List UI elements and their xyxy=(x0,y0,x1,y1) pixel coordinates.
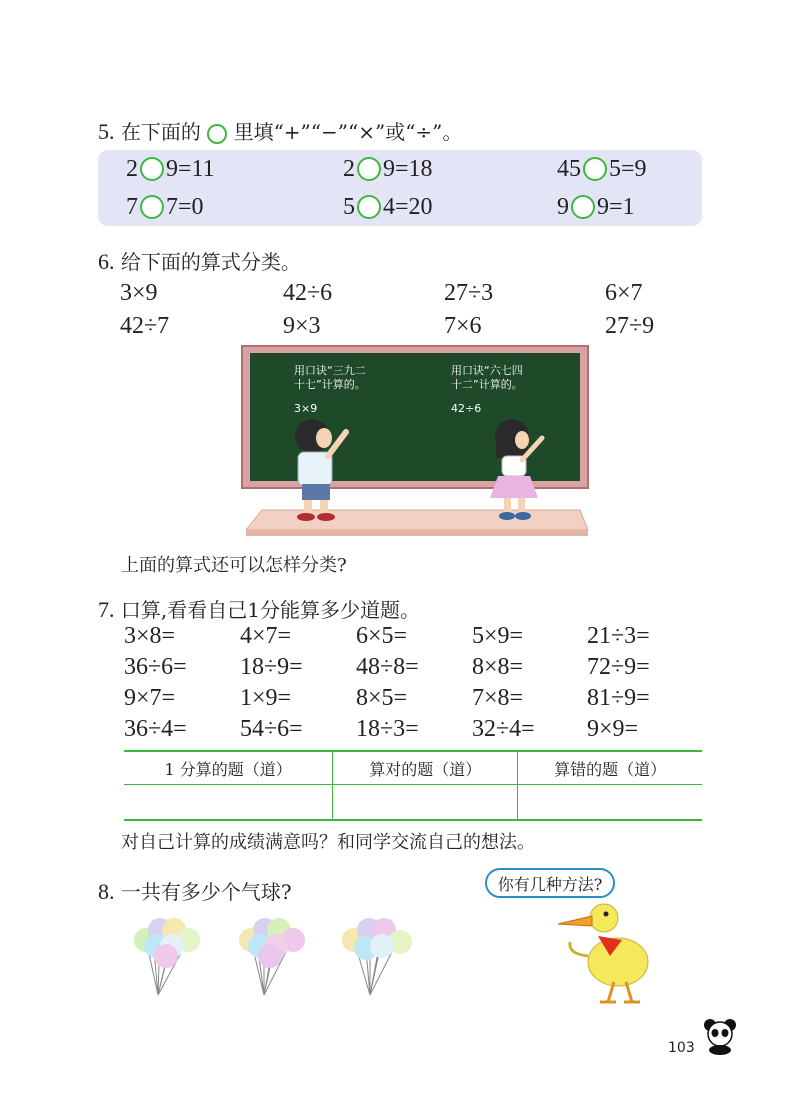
platform xyxy=(246,510,588,530)
q7-text: 口算,看看自己1分能算多少道题。 xyxy=(120,598,420,622)
q7-reflection: 对自己计算的成绩满意吗？和同学交流自己的想法。 xyxy=(121,832,535,853)
blackboard-illustration xyxy=(240,344,590,540)
q8-text: 一共有多少个气球? xyxy=(120,880,292,904)
q5-eq-1 xyxy=(126,156,215,183)
balloon-bunch-icon xyxy=(239,918,305,968)
calc-2-3: 48÷8= xyxy=(356,654,419,680)
bird-icon xyxy=(548,896,660,1008)
q8-title xyxy=(98,876,292,905)
balloon-bunch-icon xyxy=(134,918,200,968)
calc-3-4: 7×8= xyxy=(472,685,524,711)
q5-eq-4 xyxy=(126,194,204,221)
q5-eq-6 xyxy=(557,194,635,221)
eq-result: 4=20 xyxy=(383,194,433,220)
q5-eq-5 xyxy=(343,194,433,221)
q6-expr-1: 3×9 xyxy=(120,280,158,306)
calc-4-2: 54÷6= xyxy=(240,716,303,742)
q6-expr-6: 9×3 xyxy=(283,313,321,339)
calc-1-1: 3×8= xyxy=(124,623,176,649)
calc-4-1: 36÷4= xyxy=(124,716,187,742)
eq-result: 9=18 xyxy=(383,156,433,182)
q6-expr-7: 7×6 xyxy=(444,313,482,339)
eq-operand: 7 xyxy=(126,194,138,220)
header-wrong: 算错的题（道） xyxy=(518,751,702,785)
eq-operand: 2 xyxy=(126,156,138,182)
q6-expr-5: 42÷7 xyxy=(120,313,170,339)
answer-circle[interactable] xyxy=(140,157,164,181)
calc-1-4: 5×9= xyxy=(472,623,524,649)
q6-expr-2: 42÷6 xyxy=(283,280,333,306)
calc-2-1: 36÷6= xyxy=(124,654,187,680)
speech-bubble: 你有几种方法? xyxy=(485,868,615,898)
calc-3-3: 8×5= xyxy=(356,685,408,711)
board-right-example: 42÷6 xyxy=(451,402,482,415)
board-left-line2: 十七”计算的。 xyxy=(294,378,366,391)
eq-operand: 45 xyxy=(557,156,581,182)
q6-follow-up: 上面的算式还可以怎样分类? xyxy=(121,555,347,576)
calc-4-5: 9×9= xyxy=(587,716,639,742)
calc-1-5: 21÷3= xyxy=(587,623,650,649)
eq-result: 9=1 xyxy=(597,194,635,220)
cell-wrong[interactable] xyxy=(518,785,702,821)
q8-number: 8. xyxy=(98,879,115,904)
q5-title xyxy=(98,116,462,145)
cell-correct[interactable] xyxy=(333,785,518,821)
q7-number: 7. xyxy=(98,597,115,622)
q6-text: 给下面的算式分类。 xyxy=(120,250,301,274)
board-right-line2: 十二”计算的。 xyxy=(451,378,523,391)
board-right-note xyxy=(451,364,523,416)
board-left-example: 3×9 xyxy=(294,402,318,415)
board-left-note xyxy=(294,364,366,416)
answer-circle[interactable] xyxy=(571,195,595,219)
header-correct: 算对的题（道） xyxy=(333,751,518,785)
eq-operand: 5 xyxy=(343,194,355,220)
q6-expr-3: 27÷3 xyxy=(444,280,494,306)
eq-result: 9=11 xyxy=(166,156,215,182)
answer-circle[interactable] xyxy=(357,195,381,219)
calc-3-1: 9×7= xyxy=(124,685,176,711)
eq-operand: 2 xyxy=(343,156,355,182)
eq-result: 7=0 xyxy=(166,194,204,220)
calc-2-2: 18÷9= xyxy=(240,654,303,680)
panda-icon xyxy=(700,1016,740,1056)
q5-eq-2 xyxy=(343,156,433,183)
table-row xyxy=(124,785,702,821)
table-header-row xyxy=(124,751,702,785)
platform-edge xyxy=(246,530,588,536)
answer-circle[interactable] xyxy=(583,157,607,181)
q6-expr-4: 6×7 xyxy=(605,280,643,306)
answer-circle[interactable] xyxy=(357,157,381,181)
q5-text-pre: 在下面的 xyxy=(120,120,201,144)
eq-operand: 9 xyxy=(557,194,569,220)
calc-3-2: 1×9= xyxy=(240,685,292,711)
board-left-line1: 用口诀“三九二 xyxy=(294,364,366,377)
balloon-bunches xyxy=(126,910,426,1005)
blank-circle-icon xyxy=(207,124,227,144)
q6-number: 6. xyxy=(98,249,115,274)
q7-title xyxy=(98,594,420,623)
q5-number: 5. xyxy=(98,119,115,144)
q6-expr-8: 27÷9 xyxy=(605,313,655,339)
header-total: 1 分算的题（道） xyxy=(124,751,333,785)
q5-text-post: 里填“+”“−”“×”或“÷”。 xyxy=(233,120,463,144)
calc-2-4: 8×8= xyxy=(472,654,524,680)
calc-4-3: 18÷3= xyxy=(356,716,419,742)
calc-3-5: 81÷9= xyxy=(587,685,650,711)
calc-1-2: 4×7= xyxy=(240,623,292,649)
balloon-bunch-icon xyxy=(342,918,412,960)
eq-result: 5=9 xyxy=(609,156,647,182)
q5-eq-3 xyxy=(557,156,647,183)
q7-record-table xyxy=(124,750,702,821)
calc-2-5: 72÷9= xyxy=(587,654,650,680)
calc-1-3: 6×5= xyxy=(356,623,408,649)
page-number: 103 xyxy=(668,1040,695,1056)
q6-title xyxy=(98,246,301,275)
calc-4-4: 32÷4= xyxy=(472,716,535,742)
answer-circle[interactable] xyxy=(140,195,164,219)
cell-total[interactable] xyxy=(124,785,333,821)
board-right-line1: 用口诀“六七四 xyxy=(451,364,523,377)
